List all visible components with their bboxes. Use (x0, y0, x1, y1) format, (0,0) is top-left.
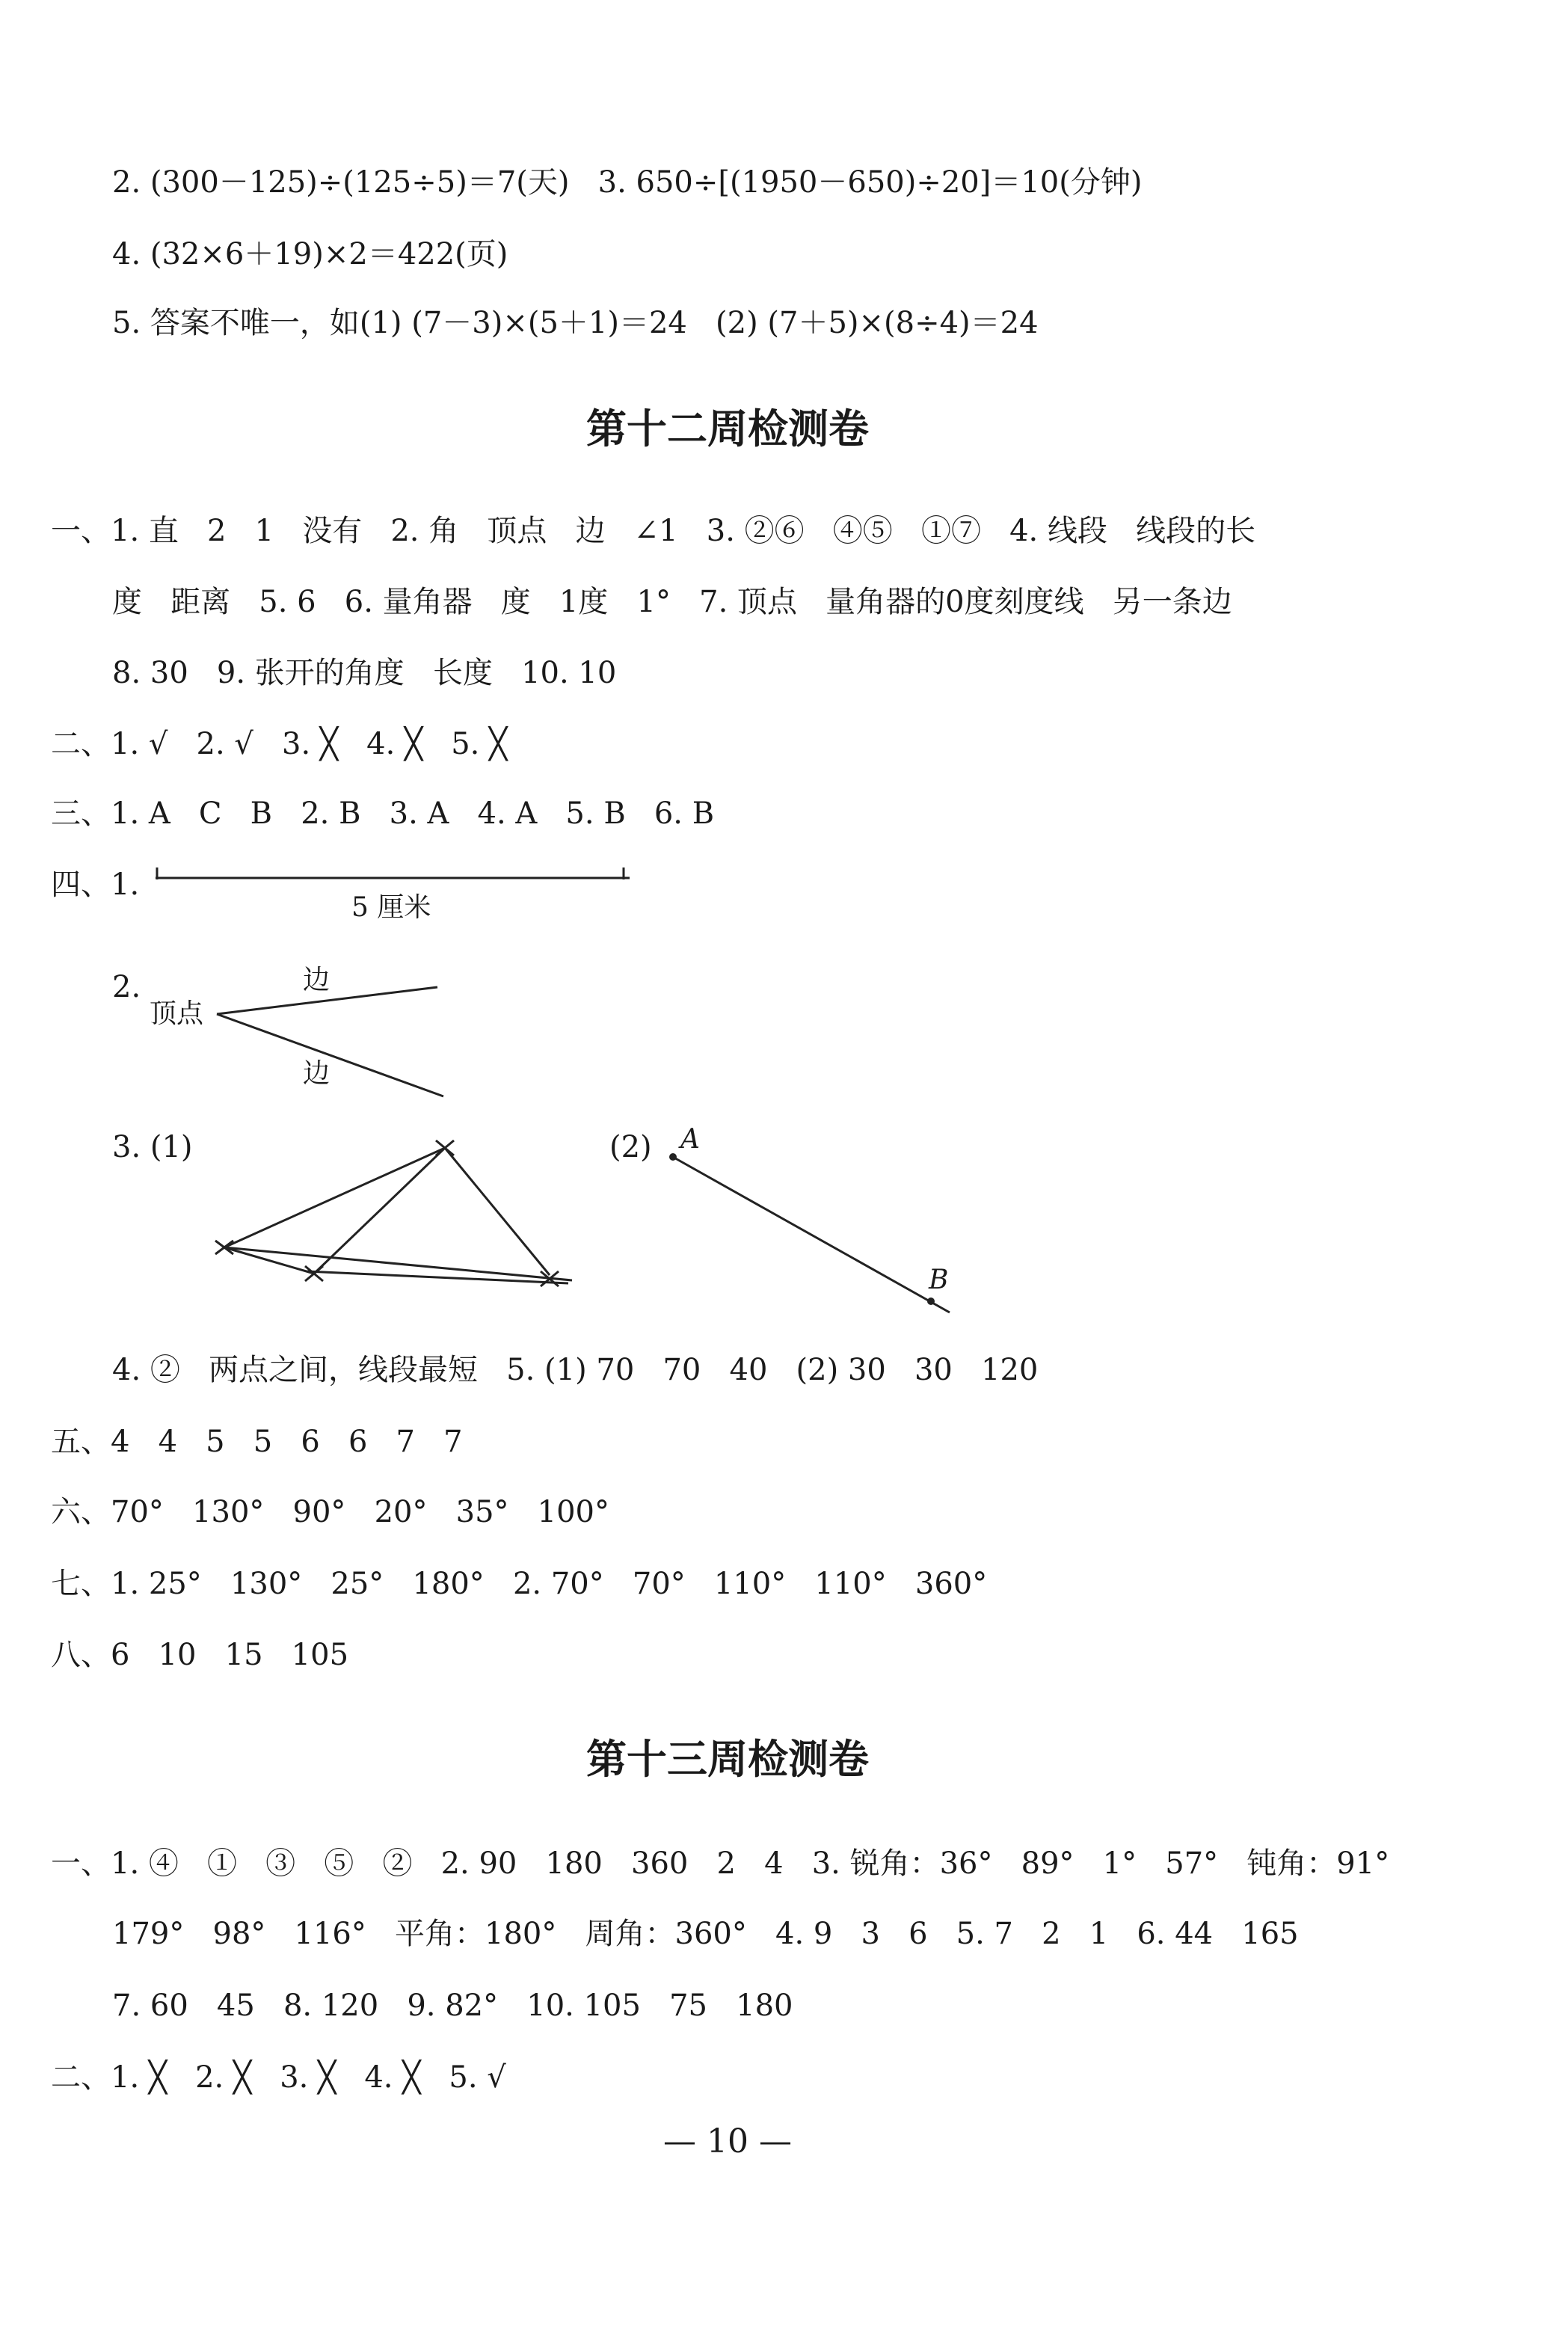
side-label-bottom: 边 (303, 1058, 330, 1089)
w13-two: 二、1. ╳ 2. ╳ 3. ╳ 4. ╳ 5. √ (51, 2060, 506, 2095)
point-b-label: B (929, 1265, 949, 1295)
w12-five: 五、4 4 5 5 6 6 7 7 (51, 1425, 463, 1459)
segment-ab (671, 1156, 950, 1312)
w12-one-line-2: 度 距离 5. 6 6. 量角器 度 1度 1° 7. 顶点 量角器的0度刻度线 另一条边 (112, 585, 1232, 619)
fig-line-2 (445, 1148, 550, 1275)
w12-one-line-3: 8. 30 9. 张开的角度 长度 10. 10 (112, 656, 617, 690)
w12-four-q1: 四、1. (51, 867, 140, 902)
w12-two: 二、1. √ 2. √ 3. ╳ 4. ╳ 5. ╳ (51, 727, 508, 761)
fig-line-1 (224, 1148, 445, 1247)
w12-four-q3-1: 3. (1) (112, 1130, 193, 1164)
section-title-week13: 第十三周检测卷 (586, 1735, 869, 1783)
w12-eight: 八、6 10 15 105 (51, 1638, 349, 1672)
w12-seven: 七、1. 25° 130° 25° 180° 2. 70° 70° 110° 110° 360° (51, 1567, 988, 1601)
w12-three: 三、1. A C B 2. B 3. A 4. A 5. B 6. B (51, 796, 715, 831)
page-number: — 10 — (663, 2122, 792, 2161)
answer-line-top-3: 5. 答案不唯一，如(1) (7－3)×(5＋1)＝24 (2) (7＋5)×(8÷4)＝24 (112, 306, 1039, 340)
point-a-label: A (680, 1124, 700, 1155)
point-b-dot (927, 1298, 935, 1305)
w12-four-q45: 4. ② 两点之间，线段最短 5. (1) 70 70 40 (2) 30 30 120 (112, 1353, 1039, 1387)
vertex-label: 顶点 (150, 998, 204, 1029)
w12-one-line-1: 一、1. 直 2 1 没有 2. 角 顶点 边 ∠1 3. ②⑥ ④⑤ ①⑦ 4. 线段 线段的长 (51, 514, 1256, 548)
point-a-dot (669, 1153, 677, 1161)
section-title-week12: 第十二周检测卷 (586, 405, 869, 452)
segment-length-label: 5 厘米 (351, 892, 431, 923)
w13-one-line-1: 一、1. ④ ① ③ ⑤ ② 2. 90 180 360 2 4 3. 锐角：36° 89° 1° 57° 钝角：91° (51, 1846, 1390, 1881)
answer-line-top-1: 2. (300－125)÷(125÷5)＝7(天) 3. 650÷[(1950－650)÷20]＝10(分钟) (112, 165, 1143, 200)
fig-line-5 (314, 1148, 445, 1274)
angle-side-top (217, 987, 437, 1014)
w12-four-q3-2: (2) (609, 1130, 652, 1164)
w13-one-line-2: 179° 98° 116° 平角：180° 周角：360° 4. 9 3 6 5. 7 2 1 6. 44 165 (112, 1917, 1299, 1951)
answer-line-top-2: 4. (32×6＋19)×2＝422(页) (112, 237, 508, 271)
w13-one-line-3: 7. 60 45 8. 120 9. 82° 10. 105 75 180 (112, 1989, 793, 2023)
angle-side-bottom (217, 1014, 443, 1096)
w12-four-q2: 2. (112, 970, 141, 1004)
side-label-top: 边 (303, 965, 330, 995)
w12-six: 六、70° 130° 90° 20° 35° 100° (51, 1495, 610, 1529)
cross-mark-2 (436, 1140, 454, 1155)
cross-mark-3 (305, 1266, 323, 1281)
